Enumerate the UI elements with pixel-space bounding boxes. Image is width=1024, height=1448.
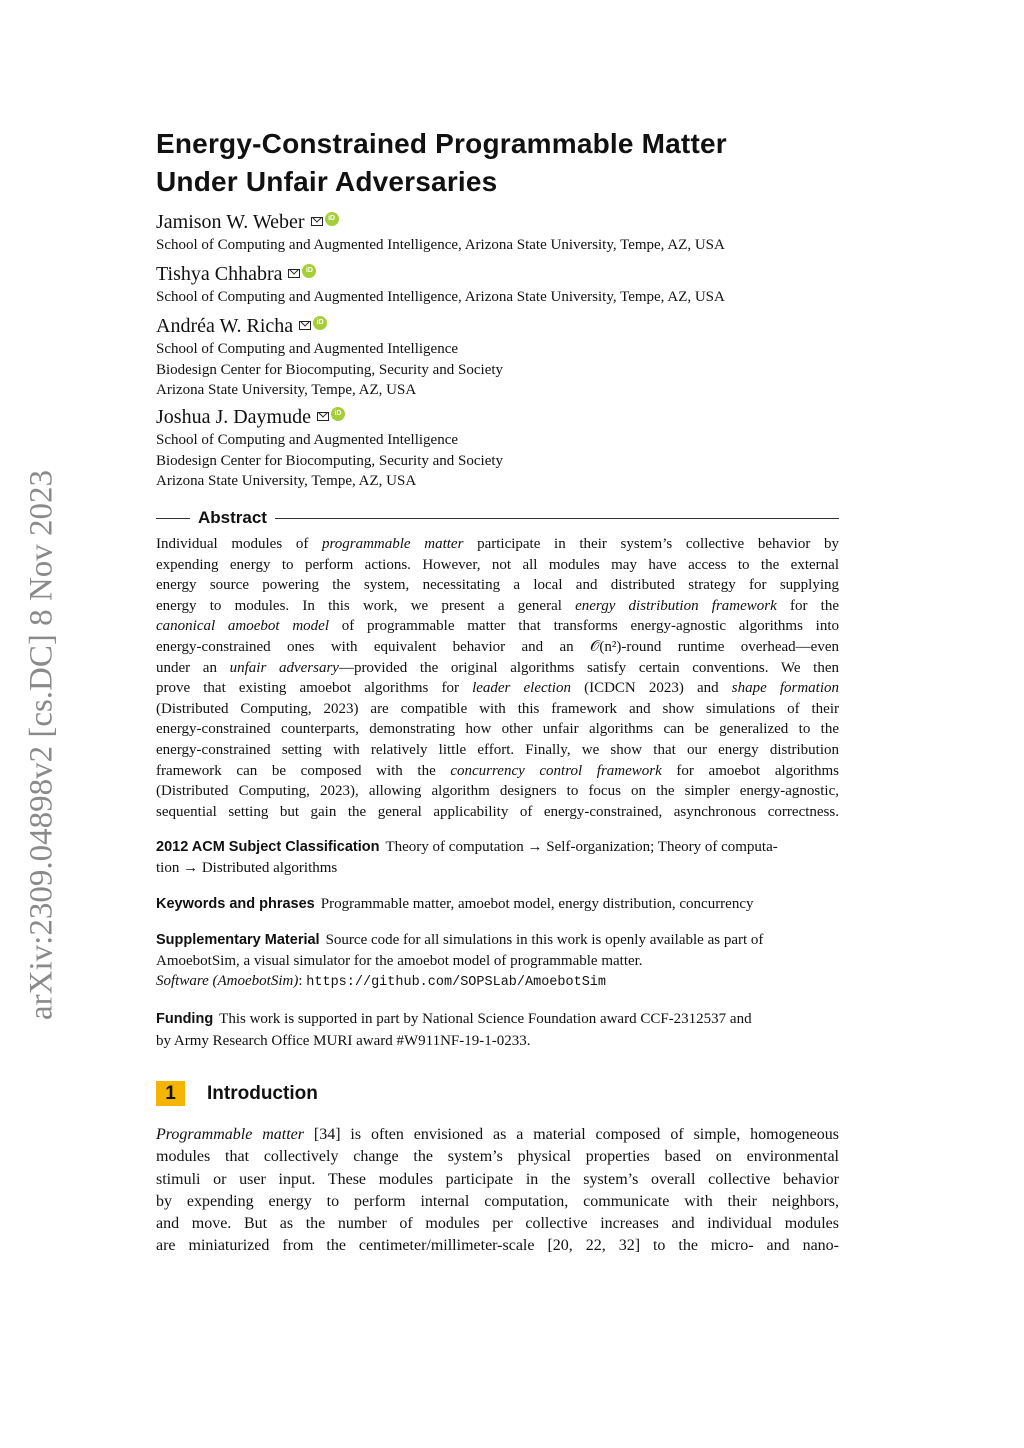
author-name [156, 314, 327, 338]
section-heading [156, 1081, 318, 1106]
acm-text: Theory of computation → Self-organization; Theory of computa- [385, 839, 778, 855]
text-line [156, 616, 839, 637]
funding [156, 1008, 839, 1052]
emphasized-text: unfair adversary [229, 659, 339, 676]
text-segment: participate in their system’s collective behavior by [463, 536, 839, 552]
text-line [156, 596, 839, 617]
text-line [156, 534, 839, 555]
text-segment: sequential setting but gain the general applicability of energy-constrained, asynchronous correctness. [156, 803, 839, 820]
author-name-text: Andréa W. Richa [156, 315, 294, 337]
text-line [156, 658, 839, 679]
funding-label: Funding [156, 1011, 214, 1027]
supplementary-text: Source code for all simulations in this work is openly available as part of [325, 932, 764, 948]
text-line [156, 1169, 839, 1191]
acm-label: 2012 ACM Subject Classification [156, 839, 380, 855]
text-segment: energy-constrained counterparts, demonstrating how other unfair algorithms can be generalized to the [156, 721, 839, 738]
text-segment: under an [156, 659, 230, 676]
orcid-icon[interactable]: iD [325, 212, 339, 226]
divider [275, 518, 839, 519]
email-icon[interactable] [317, 412, 329, 421]
text-segment: [34] is often envisioned as a material composed of simple, homogeneous [303, 1126, 840, 1143]
text-segment: framework can be composed with the [156, 762, 451, 779]
text-segment: by expending energy to perform internal computation, communicate with their neighbors, [156, 1192, 839, 1210]
author-affiliation: Arizona State University, Tempe, AZ, USA [156, 473, 417, 489]
text-line [156, 637, 839, 658]
author-affiliation: School of Computing and Augmented Intelligence [156, 432, 459, 448]
text-line [156, 699, 839, 720]
text-line [156, 1191, 839, 1213]
title-line: Under Unfair Adversaries [156, 166, 498, 197]
text-line [156, 1146, 839, 1168]
text-line [156, 740, 839, 761]
section-number: 1 [156, 1081, 185, 1106]
text-segment: for amoebot algorithms [661, 762, 839, 779]
acm-classification [156, 837, 839, 878]
author-name-text: Tishya Chhabra [156, 263, 283, 285]
text-line [156, 802, 839, 823]
email-icon[interactable] [299, 321, 311, 330]
text-line [156, 761, 839, 782]
emphasized-text: Programmable matter [156, 1126, 304, 1143]
introduction-body [156, 1124, 839, 1258]
supplementary-text: AmoebotSim, a visual simulator for the amoebot model of programmable matter. [156, 952, 643, 969]
text-segment: (Distributed Computing, 2023), allowing algorithm designers to focus on the simpler energy-agnostic, [156, 783, 839, 800]
supplementary-material: Supplementary Material Source code for all simulations in this work is openly available as part of AmoebotSim, a visual simulator for the amoebot model of programmable matter. Software (AmoebotSim): https://github.com/SOPSLab/AmoebotSim [156, 930, 839, 994]
emphasized-text: shape formation [731, 680, 840, 697]
author-affiliation: School of Computing and Augmented Intelligence, Arizona State University, Tempe, AZ, USA [156, 237, 725, 253]
text-segment: energy to modules. In this work, we present a general [156, 597, 576, 614]
author-affiliation: Biodesign Center for Biocomputing, Security and Society [156, 452, 504, 469]
supplementary-label: Supplementary Material [156, 932, 320, 948]
keywords-text: Programmable matter, amoebot model, energy distribution, concurrency [320, 896, 754, 912]
author-name-text: Joshua J. Daymude [156, 406, 311, 428]
emphasized-text: programmable matter [321, 536, 464, 552]
emphasized-text: concurrency control framework [450, 762, 662, 779]
paper-title [156, 125, 856, 201]
arxiv-side-stamp: arXiv:2309.04898v2 [cs.DC] 8 Nov 2023 [23, 470, 60, 1020]
orcid-icon[interactable]: iD [331, 407, 345, 421]
email-icon[interactable] [288, 269, 300, 278]
text-segment: energy source powering the system, necessitating a local and distributed strategy for supplying [156, 577, 839, 594]
text-segment: energy-constrained setting with relatively little effort. Finally, we show that our energy distribution [156, 741, 839, 758]
text-segment: and move. But as the number of modules per collective increases and individual modules [156, 1215, 839, 1233]
text-line [156, 555, 839, 576]
emphasized-text: energy distribution framework [575, 597, 777, 614]
abstract-heading [156, 507, 839, 529]
section-title: Introduction [207, 1082, 318, 1104]
software-link[interactable]: https://github.com/SOPSLab/AmoebotSim [306, 975, 607, 990]
text-segment: Individual modules of [156, 536, 322, 552]
funding-text: This work is supported in part by National Science Foundation award CCF-2312537 and [219, 1011, 752, 1027]
author-affiliation: School of Computing and Augmented Intelligence, Arizona State University, Tempe, AZ, USA [156, 289, 725, 305]
text-line [156, 1235, 839, 1257]
text-segment: expending energy to perform actions. However, not all modules may have access to the external [156, 556, 839, 573]
author-name [156, 405, 345, 429]
text-segment: (Distributed Computing, 2023) are compatible with this framework and show simulations of their [156, 700, 839, 717]
text-line [156, 678, 839, 699]
text-segment: (ICDCN 2023) and [570, 680, 732, 697]
text-line [156, 1213, 839, 1235]
text-segment: of programmable matter that transforms energy-agnostic algorithms into [329, 618, 840, 635]
text-line [156, 781, 839, 802]
text-line [156, 719, 839, 740]
orcid-icon[interactable]: iD [302, 264, 316, 278]
keywords-label: Keywords and phrases [156, 896, 315, 912]
text-line [156, 1124, 839, 1146]
author-affiliation: Arizona State University, Tempe, AZ, USA [156, 382, 417, 398]
emphasized-text: canonical amoebot model [156, 618, 329, 635]
text-segment: modules that collectively change the system’s physical properties based on environmental [156, 1148, 839, 1166]
author-affiliation: School of Computing and Augmented Intelligence [156, 341, 459, 357]
text-line [156, 575, 839, 596]
abstract-label: Abstract [198, 508, 267, 527]
funding-text: by Army Research Office MURI award #W911NF-19-1-0233. [156, 1033, 531, 1049]
text-segment: stimuli or user input. These modules participate in the system’s overall collective behavior [156, 1170, 839, 1188]
text-segment: for the [776, 597, 839, 614]
text-segment: energy-constrained ones with equivalent behavior and an 𝒪(n²)-round runtime overhead—even [156, 638, 839, 655]
author-affiliation: Biodesign Center for Biocomputing, Security and Society [156, 361, 504, 378]
software-label: Software (AmoebotSim) [156, 973, 299, 989]
orcid-icon[interactable]: iD [313, 316, 327, 330]
author-name [156, 210, 339, 234]
abstract-body [156, 534, 839, 822]
text-segment: are miniaturized from the centimeter/millimeter-scale [20, 22, 32] to the micro- and nano- [156, 1237, 839, 1255]
title-line: Energy-Constrained Programmable Matter [156, 128, 727, 159]
email-icon[interactable] [311, 217, 323, 226]
author-name [156, 262, 316, 286]
acm-text: tion → Distributed algorithms [156, 859, 338, 876]
keywords [156, 894, 839, 915]
author-name-text: Jamison W. Weber [156, 211, 305, 233]
divider [156, 518, 190, 519]
text-segment: prove that existing amoebot algorithms for [156, 680, 473, 697]
emphasized-text: leader election [472, 680, 571, 697]
text-segment: —provided the original algorithms satisfy certain conventions. We then [338, 659, 839, 676]
